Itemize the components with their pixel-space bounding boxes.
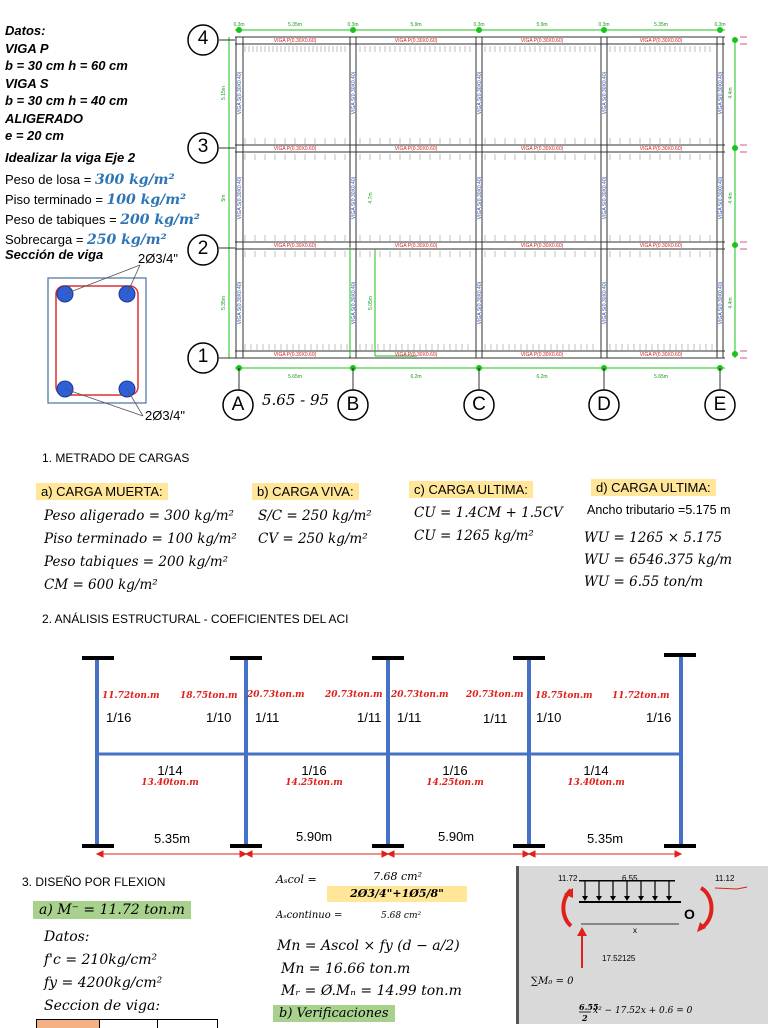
svg-text:VIGA P(0.30X0.60): VIGA P(0.30X0.60): [394, 146, 438, 152]
svg-text:0.3m: 0.3m: [714, 22, 726, 28]
espesor-label: e = 20 cm: [5, 128, 64, 143]
svg-text:VIGA P(0.30X0.60): VIGA P(0.30X0.60): [394, 38, 438, 44]
neg-moment-5: 20.73ton.m: [391, 690, 449, 700]
svg-text:5.9m: 5.9m: [536, 22, 548, 28]
neg-coef-1: 1/16: [106, 710, 132, 725]
as-cont-label: Aₛcontinuo =: [276, 910, 343, 921]
mn-value: Mn = 16.66 ton.m: [281, 961, 411, 977]
carga-viva-tag: b) CARGA VIVA:: [252, 483, 359, 500]
fbd-point: O: [684, 906, 695, 922]
svg-text:VIGA S(0.30X0.40): VIGA S(0.30X0.40): [237, 71, 243, 115]
idealizar-title: Idealizar la viga Eje 2: [5, 150, 136, 165]
svg-text:VIGA P(0.30X0.60): VIGA P(0.30X0.60): [394, 352, 438, 358]
as-col-bars: 2Ø3/4"+1Ø5/8": [327, 886, 467, 902]
datos-title: Datos:: [5, 23, 46, 38]
seccion-viga-title: Sección de viga: [5, 247, 104, 262]
span-1-positive: 1/14 13.40ton.m: [141, 763, 199, 788]
sec3-heading: 3. DISEÑO POR FLEXION: [22, 875, 166, 889]
svg-text:4.4m: 4.4m: [728, 87, 734, 99]
fbd-equation: x² − 17.52x + 0.6 = 0: [593, 1006, 693, 1016]
svg-text:0.3m: 0.3m: [598, 22, 610, 28]
svg-text:VIGA S(0.30X0.40): VIGA S(0.30X0.40): [718, 71, 724, 115]
neg-moment-1: 11.72ton.m: [102, 691, 160, 701]
datos-block: [5, 22, 128, 145]
neg-moment-4: 20.73ton.m: [325, 690, 383, 700]
svg-text:VIGA P(0.30X0.60): VIGA P(0.30X0.60): [520, 38, 564, 44]
svg-text:VIGA P(0.30X0.60): VIGA P(0.30X0.60): [273, 243, 317, 249]
span-length-3: 5.90m: [438, 829, 475, 844]
axis-row-4: 4: [197, 28, 209, 49]
fbd-drawing: [519, 866, 768, 1024]
svg-text:VIGA S(0.30X0.40): VIGA S(0.30X0.40): [718, 176, 724, 220]
svg-text:VIGA P(0.30X0.60): VIGA P(0.30X0.60): [520, 352, 564, 358]
carga-viva-list: S/C = 250 kg/m² CV = 250 kg/m²: [258, 508, 372, 547]
span-length-2: 5.90m: [296, 829, 333, 844]
axis-col-a: A: [231, 394, 245, 415]
fbd-sum: ∑M₀ = 0: [531, 976, 574, 987]
svg-text:5.9m: 5.9m: [410, 22, 422, 28]
svg-text:5.15m: 5.15m: [221, 86, 227, 100]
carga-piso: Piso terminado = 100 kg/m²: [5, 192, 187, 208]
rebar-bottom-label: 2Ø3/4": [145, 408, 186, 423]
svg-text:VIGA P(0.30X0.60): VIGA P(0.30X0.60): [520, 243, 564, 249]
beam-section-drawing: [40, 250, 200, 425]
as-col-value: 7.68 cm²: [373, 870, 422, 883]
svg-text:VIGA S(0.30X0.40): VIGA S(0.30X0.40): [351, 176, 357, 220]
svg-text:6.2m: 6.2m: [536, 374, 548, 380]
verificaciones-tag: b) Verificaciones: [273, 1005, 395, 1022]
cargas-input-list: [5, 170, 200, 250]
axis-row-1: 1: [197, 346, 209, 367]
svg-text:VIGA P(0.30X0.60): VIGA P(0.30X0.60): [639, 352, 683, 358]
fbd-load: 6.55: [622, 874, 638, 883]
ancho-tributario: Ancho tributario =5.175 m: [587, 503, 731, 517]
svg-text:6.2m: 6.2m: [410, 374, 422, 380]
svg-text:VIGA P(0.30X0.60): VIGA P(0.30X0.60): [273, 352, 317, 358]
rebar-top-label: 2Ø3/4": [138, 251, 179, 266]
viga-s-label: VIGA S: [5, 75, 49, 91]
svg-text:VIGA S(0.30X0.40): VIGA S(0.30X0.40): [602, 176, 608, 220]
span-4-positive: 1/14 13.40ton.m: [567, 763, 625, 788]
svg-text:VIGA S(0.30X0.40): VIGA S(0.30X0.40): [351, 71, 357, 115]
axis-col-d: D: [597, 394, 611, 415]
svg-text:0.3m: 0.3m: [347, 22, 359, 28]
svg-text:4.4m: 4.4m: [728, 297, 734, 309]
mn-formula: Mn = Ascol × fy (d − a/2): [277, 938, 460, 954]
viga-s-dims: b = 30 cm h = 40 cm: [5, 93, 128, 108]
carga-ultima-d-list: WU = 1265 × 5.175 WU = 6546.375 kg/m WU = 6.55 ton/m: [584, 530, 733, 590]
neg-coef-6: 1/11: [483, 711, 508, 726]
carga-sobrecarga: Sobrecarga = 250 kg/m²: [5, 232, 167, 248]
svg-text:VIGA S(0.30X0.40): VIGA S(0.30X0.40): [477, 281, 483, 325]
neg-coef-3: 1/11: [255, 710, 280, 725]
svg-text:5.65m: 5.65m: [288, 374, 302, 380]
datos-material-list: Datos: f'c = 210kg/cm² fy = 4200kg/cm² Seccion de viga:: [44, 929, 163, 1014]
svg-text:0.3m: 0.3m: [473, 22, 485, 28]
neg-moment-7: 18.75ton.m: [535, 691, 593, 701]
neg-coef-7: 1/10: [536, 710, 562, 725]
svg-text:4.7m: 4.7m: [368, 192, 374, 204]
sec2-heading: 2. ANÁLISIS ESTRUCTURAL - COEFICIENTES DEL ACI: [42, 612, 349, 626]
span-length-4: 5.35m: [587, 831, 624, 846]
as-col-label: Aₛcol =: [276, 873, 317, 886]
svg-text:5.05m: 5.05m: [368, 296, 374, 310]
svg-text:5m: 5m: [221, 194, 227, 202]
svg-text:VIGA P(0.30X0.60): VIGA P(0.30X0.60): [520, 146, 564, 152]
axis-row-2: 2: [197, 238, 209, 259]
svg-text:VIGA S(0.30X0.40): VIGA S(0.30X0.40): [602, 281, 608, 325]
svg-text:VIGA S(0.30X0.40): VIGA S(0.30X0.40): [477, 71, 483, 115]
span-3-positive: 1/16 14.25ton.m: [426, 763, 484, 788]
svg-text:VIGA S(0.30X0.40): VIGA S(0.30X0.40): [237, 281, 243, 325]
carga-losa: Peso de losa = 300 kg/m²: [5, 172, 175, 188]
neg-moment-3: 20.73ton.m: [247, 690, 305, 700]
neg-moment-2: 18.75ton.m: [180, 691, 238, 701]
neg-coef-5: 1/11: [397, 710, 422, 725]
carga-ultima-d-tag: d) CARGA ULTIMA:: [591, 479, 716, 496]
svg-text:VIGA S(0.30X0.40): VIGA S(0.30X0.40): [237, 176, 243, 220]
fbd-left-moment: 11.72: [558, 874, 578, 883]
svg-text:5.35m: 5.35m: [288, 22, 302, 28]
fbd-panel: [516, 866, 768, 1024]
as-cont-value: 5.68 cm²: [381, 911, 422, 921]
carga-ultima-c-list: CU = 1.4CM + 1.5CV CU = 1265 kg/m²: [414, 505, 563, 544]
moment-neg-tag: a) M⁻ = 11.72 ton.m: [33, 901, 191, 919]
neg-coef-4: 1/11: [357, 710, 382, 725]
svg-text:4.4m: 4.4m: [728, 192, 734, 204]
carga-ultima-c-tag: c) CARGA ULTIMA:: [409, 481, 533, 498]
neg-moment-8: 11.72ton.m: [612, 691, 670, 701]
carga-muerta-list: Peso aligerado = 300 kg/m² Piso terminado = 100 kg/m² Peso tabiques = 200 kg/m² CM = 600 kg/m²: [44, 508, 237, 593]
axis-col-e: E: [713, 394, 727, 415]
neg-coef-2: 1/10: [206, 710, 232, 725]
handwritten-note: 5.65 - 95: [262, 391, 330, 409]
svg-text:VIGA P(0.30X0.60): VIGA P(0.30X0.60): [273, 146, 317, 152]
neg-coef-8: 1/16: [646, 710, 672, 725]
fbd-x: x: [633, 926, 637, 935]
span-length-1: 5.35m: [154, 831, 191, 846]
axis-row-3: 3: [197, 136, 209, 157]
span-2-positive: 1/16 14.25ton.m: [285, 763, 343, 788]
viga-p-dims: b = 30 cm h = 60 cm: [5, 58, 128, 73]
axis-col-c: C: [472, 394, 486, 415]
svg-text:5.65m: 5.65m: [654, 374, 668, 380]
axis-col-b: B: [346, 394, 360, 415]
fbd-eq-num: 6.55: [579, 1002, 599, 1012]
svg-text:VIGA S(0.30X0.40): VIGA S(0.30X0.40): [477, 176, 483, 220]
svg-text:VIGA P(0.30X0.60): VIGA P(0.30X0.60): [639, 38, 683, 44]
svg-text:VIGA S(0.30X0.40): VIGA S(0.30X0.40): [351, 281, 357, 325]
svg-text:VIGA P(0.30X0.60): VIGA P(0.30X0.60): [639, 146, 683, 152]
svg-text:VIGA S(0.30X0.40): VIGA S(0.30X0.40): [718, 281, 724, 325]
aligerado-label: ALIGERADO: [5, 110, 83, 126]
carga-tabiques: Peso de tabiques = 200 kg/m²: [5, 212, 200, 228]
viga-p-label: VIGA P: [5, 40, 49, 56]
fbd-reaction: 17.52125: [602, 954, 636, 963]
fbd-eq-den: 2: [582, 1013, 588, 1023]
fbd-right-moment: 11.12: [715, 874, 735, 883]
svg-text:0.3m: 0.3m: [233, 22, 245, 28]
neg-moment-6: 20.73ton.m: [466, 690, 524, 700]
svg-text:VIGA P(0.30X0.60): VIGA P(0.30X0.60): [394, 243, 438, 249]
svg-text:5.35m: 5.35m: [221, 296, 227, 310]
mr-value: Mᵣ = Ø.Mₙ = 14.99 ton.m: [281, 983, 462, 999]
svg-text:5.35m: 5.35m: [654, 22, 668, 28]
svg-text:VIGA P(0.30X0.60): VIGA P(0.30X0.60): [639, 243, 683, 249]
carga-muerta-tag: a) CARGA MUERTA:: [36, 483, 168, 500]
structural-plan: [185, 18, 768, 430]
svg-text:VIGA P(0.30X0.60): VIGA P(0.30X0.60): [273, 38, 317, 44]
svg-text:VIGA S(0.30X0.40): VIGA S(0.30X0.40): [602, 71, 608, 115]
sec1-heading: 1. METRADO DE CARGAS: [42, 451, 190, 465]
